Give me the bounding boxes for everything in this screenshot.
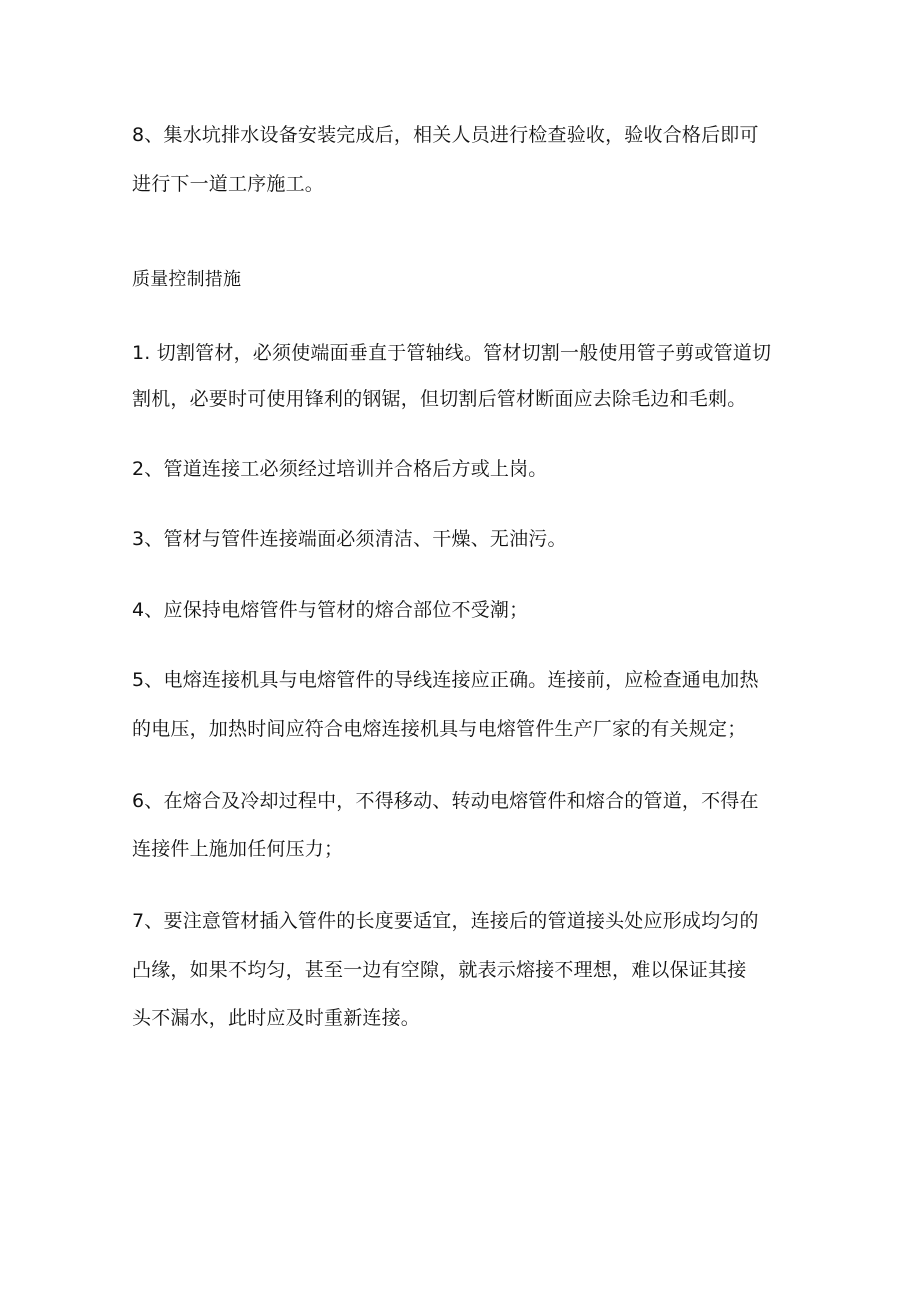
item-8-line-1: 8、集水坑排水设备安装完成后，相关人员进行检查验收，验收合格后即可 [132, 124, 759, 146]
item-7-line-2: 凸缘，如果不均匀，甚至一边有空隙，就表示熔接不理想，难以保证其接 [132, 959, 747, 981]
item-4-line-1: 4、应保持电熔管件与管材的熔合部位不受潮； [132, 599, 529, 621]
item-8-line-2: 进行下一道工序施工。 [132, 173, 325, 195]
item-7-line-3: 头不漏水，此时应及时重新连接。 [132, 1007, 421, 1029]
item-5-line-2: 的电压，加热时间应符合电熔连接机具与电熔管件生产厂家的有关规定； [132, 718, 747, 740]
item-3-line-1: 3、管材与管件连接端面必须清洁、干燥、无油污。 [132, 528, 567, 550]
item-6-line-2: 连接件上施加任何压力； [132, 838, 344, 860]
section-title: 质量控制措施 [132, 269, 242, 290]
item-5-line-1: 5、电熔连接机具与电熔管件的导线连接应正确。连接前，应检查通电加热 [132, 669, 759, 691]
item-1-line-1: 1. 切割管材，必须使端面垂直于管轴线。管材切割一般使用管子剪或管道切 [132, 342, 772, 364]
item-7-line-1: 7、要注意管材插入管件的长度要适宜，连接后的管道接头处应形成均匀的 [132, 910, 759, 932]
item-6-line-1: 6、在熔合及冷却过程中，不得移动、转动电熔管件和熔合的管道，不得在 [132, 790, 759, 812]
item-2-line-1: 2、管道连接工必须经过培训并合格后方或上岗。 [132, 458, 548, 480]
item-1-line-2: 割机，必要时可使用锋利的钢锯，但切割后管材断面应去除毛边和毛刺。 [132, 388, 747, 410]
